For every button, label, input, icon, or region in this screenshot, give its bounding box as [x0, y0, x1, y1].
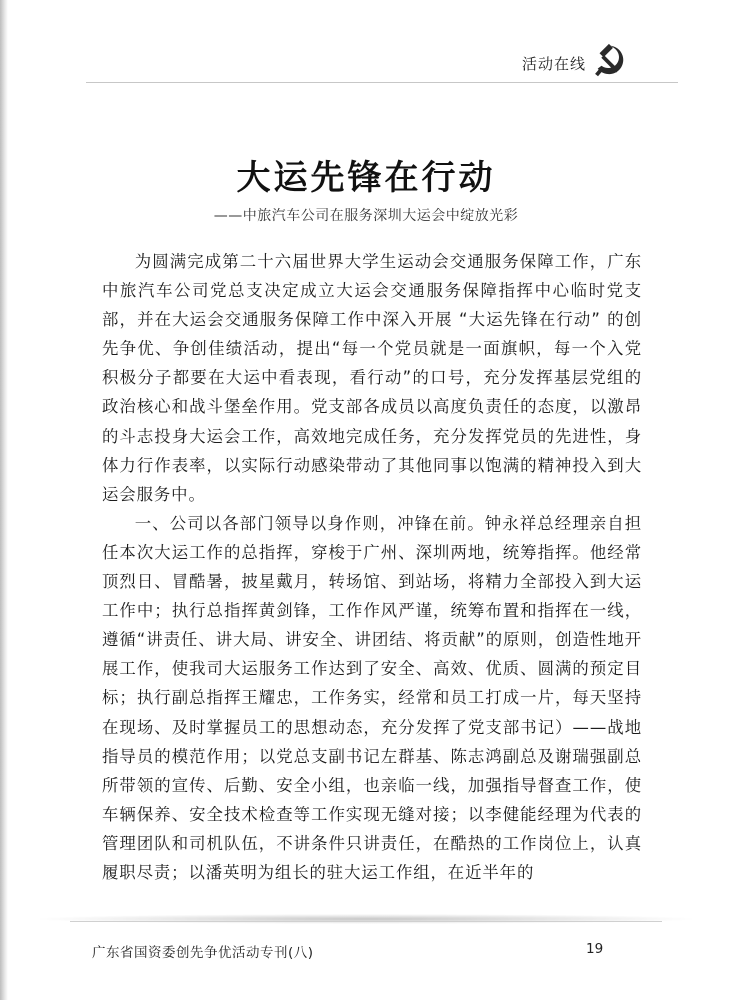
- article-body: [102, 247, 642, 887]
- paragraph: 为圆满完成第二十六届世界大学生运动会交通服务保障工作，广东中旅汽车公司党总支决定成立大运会交通服务保障指挥中心临时党支部，并在大运会交通服务保障工作中深入开展 “大运先锋在行动” 的创先争优、争创佳绩活动，提出“每一个党员就是一面旗帜，每一个入党积极分子都要在大运中看表现，看行动”的口号，充分发挥基层党组的政治核心和战斗堡垒作用。党支部各成员以高度负责任的态度，以激昂的斗志投身大运会工作，高效地完成任务，充分发挥党员的先进性，身体力行作表率，以实际行动感染带动了其他同事以饱满的精神投入到大运会服务中。: [102, 252, 642, 504]
- hammer-sickle-icon: [592, 42, 630, 80]
- paragraph: 一、公司以各部门领导以身作则，冲锋在前。钟永祥总经理亲自担任本次大运工作的总指挥，穿梭于广州、深圳两地，统筹指挥。他经常顶烈日、冒酷暑，披星戴月，转场馆、到站场，将精力全部投入到大运工作中；执行总指挥黄剑锋，工作作风严谨，统筹布置和指挥在一线，遵循“讲责任、讲大局、讲安全、讲团结、将贡献”的原则，创造性地开展工作，使我司大运服务工作达到了安全、高效、优质、圆满的预定目标；执行副总指挥王耀忠，工作务实，经常和员工打成一片，每天坚持在现场、及时掌握员工的思想动态，充分发挥了党支部书记）——战地指导员的模范作用；以党总支副书记左群基、陈志鸿副总及谢瑞强副总所带领的宣传、后勤、安全小组，也亲临一线，加强指导督查工作，使车辆保养、安全技术检查等工作实现无缝对接；以李健能经理为代表的管理团队和司机队伍，不讲条件只讲责任，在酷热的工作岗位上，认真履职尽责；以潘英明为组长的驻大运工作组，在近半年的: [102, 513, 642, 882]
- publication-title: 广东省国资委创先争优活动专刊(八): [92, 945, 314, 961]
- header-divider: [86, 82, 678, 83]
- article-title: 大运先锋在行动: [236, 158, 496, 198]
- section-label: 活动在线: [522, 55, 587, 73]
- footer-shadow: [40, 914, 692, 924]
- article-subtitle: ——中旅汽车公司在服务深圳大运会中绽放光彩: [213, 208, 519, 224]
- footer-divider: [70, 921, 662, 922]
- page-number: 19: [586, 941, 604, 957]
